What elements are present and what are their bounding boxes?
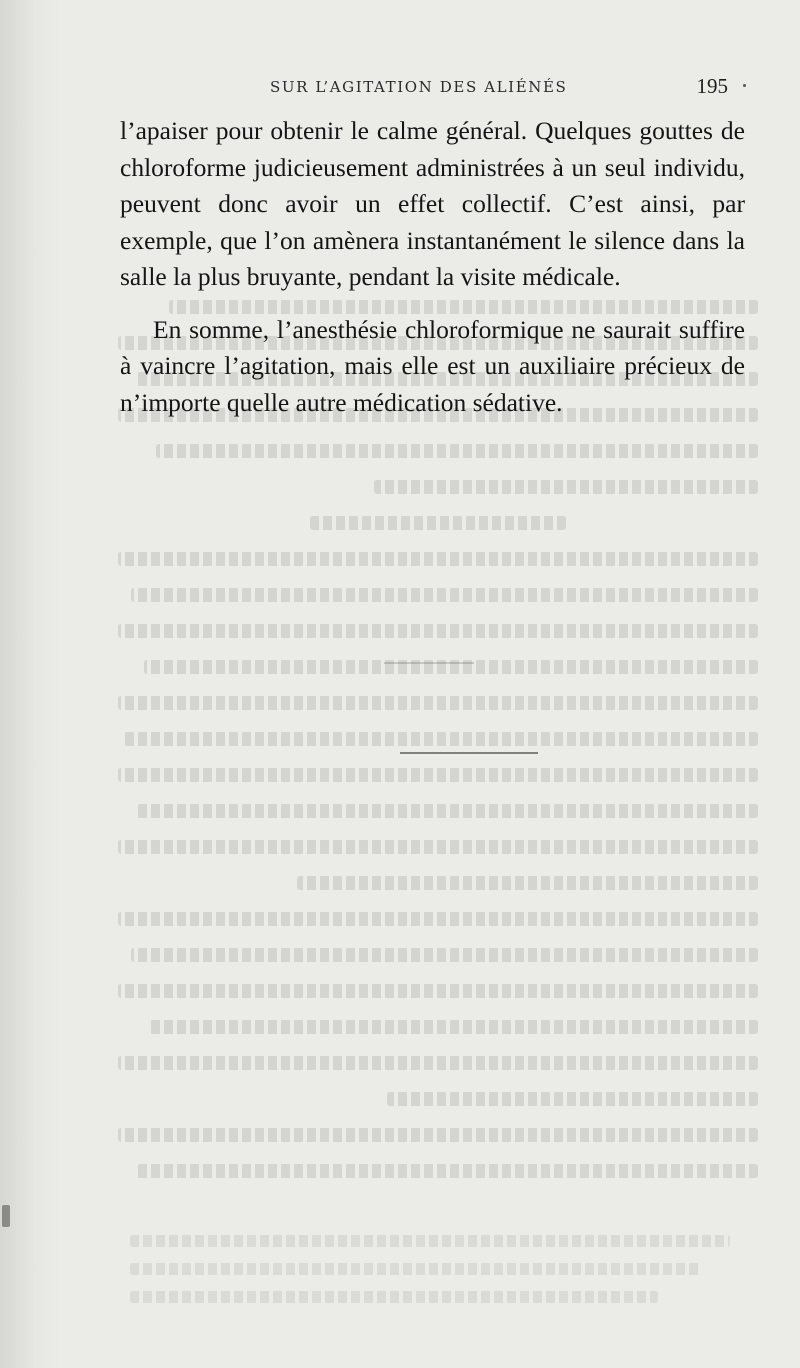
show-through-text	[118, 300, 758, 1300]
show-through-rule-short	[384, 662, 474, 664]
running-header	[120, 74, 750, 104]
paragraph-continued: l’apaiser pour obtenir le calme général. Quelques gouttes de chloroforme judicieusement administrées à un seul individu, peuvent donc avoir un effet collectif. C’est ainsi, par exemple, que l’on amènera instantanément le silence dans la salle la plus bruyante, pendant la visite médicale.	[120, 116, 745, 291]
show-through-footnotes	[130, 1235, 730, 1325]
paragraph-conclusion: En somme, l’anesthésie chloroformique ne saurait suffire à vaincre l’agitation, mais elle est un auxiliaire précieux de n’importe quelle autre médication sédative.	[120, 314, 745, 417]
header-dot	[743, 84, 746, 87]
show-through-rule	[400, 752, 538, 754]
main-text	[120, 113, 745, 421]
page-number: 195	[696, 74, 728, 98]
binding-mark	[2, 1205, 10, 1227]
running-title: SUR L’AGITATION DES ALIÉNÉS	[270, 78, 568, 96]
page-edge-shading	[0, 0, 60, 1368]
